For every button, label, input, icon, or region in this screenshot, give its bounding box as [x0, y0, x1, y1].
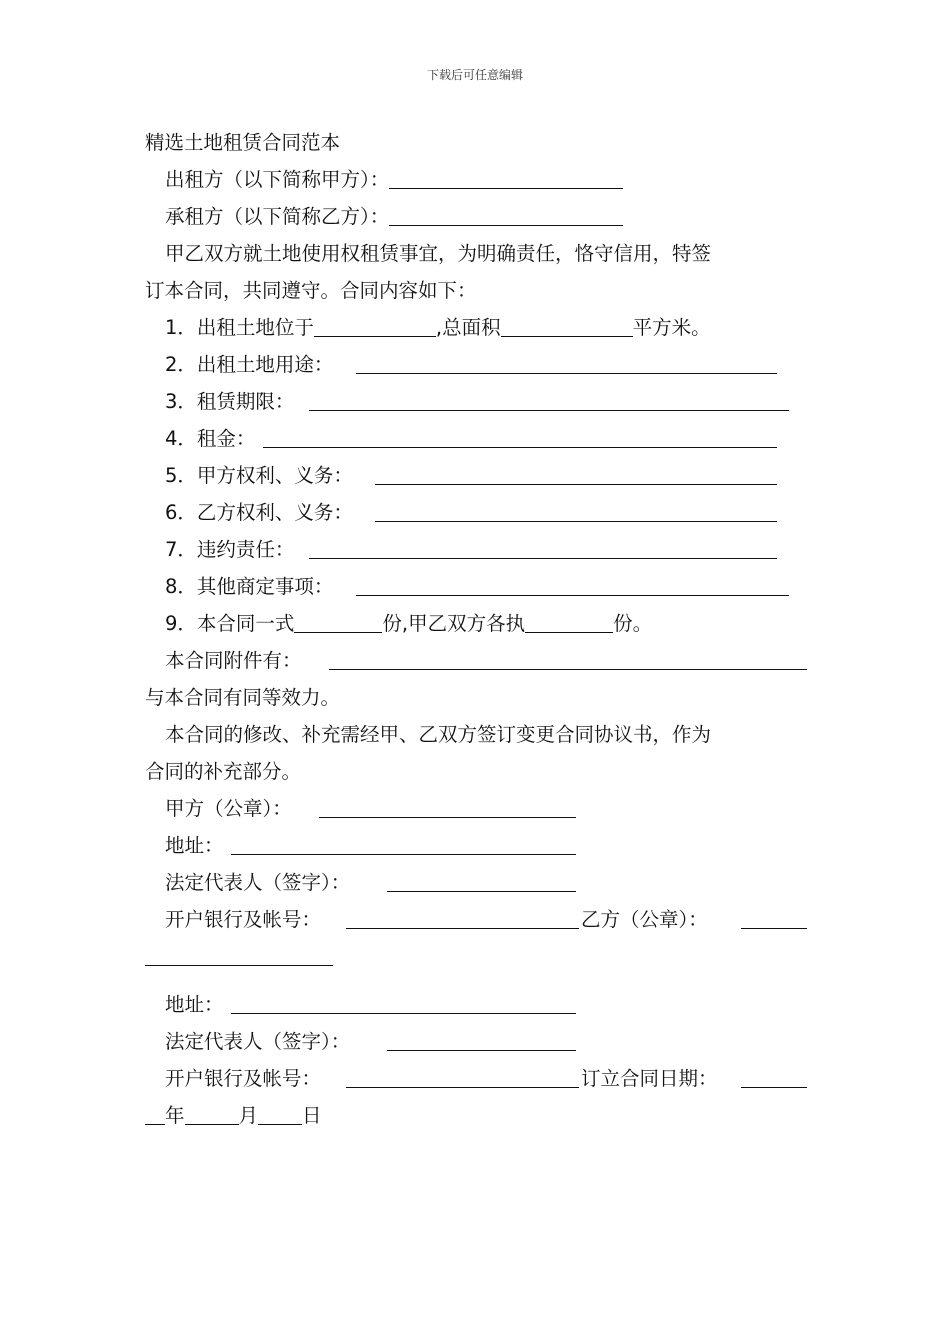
party-b-address-line [145, 986, 807, 1023]
party-b-rights-blank[interactable] [375, 521, 777, 522]
attachment-line [145, 642, 807, 679]
item-8-line [145, 568, 807, 605]
lessor-blank[interactable] [389, 164, 623, 189]
land-area-blank[interactable] [501, 312, 633, 337]
party-a-seal-blank[interactable] [319, 817, 576, 818]
day-label: 日 [302, 1104, 322, 1127]
spacer [145, 975, 807, 986]
party-a-bank-label: 开户银行及帐号： [165, 908, 322, 931]
party-b-rep-blank[interactable] [387, 1050, 576, 1051]
party-b-seal-label: 乙方（公章）： [581, 908, 708, 931]
party-b-bank-blank[interactable] [346, 1087, 579, 1088]
intro-line-1: 甲乙双方就土地使用权租赁事宜，为明确责任，恪守信用，特签 [165, 242, 712, 265]
item-4-line [145, 420, 807, 457]
document-title: 精选土地租赁合同范本 [145, 131, 341, 154]
year-label: 年 [165, 1104, 185, 1127]
party-b-address-label: 地址： [165, 993, 224, 1016]
party-b-address-blank[interactable] [231, 1013, 576, 1014]
item-1-unit: 平方米。 [632, 316, 711, 339]
item-3-label: 3．租赁期限： [165, 390, 295, 413]
party-a-seal-label: 甲方（公章）： [165, 797, 292, 820]
lessor-line [145, 161, 807, 198]
attachment-label: 本合同附件有： [165, 649, 302, 672]
day-blank[interactable] [258, 1100, 302, 1125]
item-1-area-label: ,总面积 [435, 316, 501, 339]
rent-blank[interactable] [263, 447, 777, 448]
copies-each-blank[interactable] [525, 608, 613, 633]
party-a-address-label: 地址： [165, 834, 224, 857]
item-3-line [145, 383, 807, 420]
date-line [145, 1097, 807, 1134]
party-b-seal-blank-continued[interactable] [145, 965, 333, 966]
item-8-label: 8．其他商定事项： [165, 575, 334, 598]
item-9-middle: 份,甲乙双方各执 [382, 612, 526, 635]
year-blank[interactable] [145, 1100, 165, 1125]
item-7-line [145, 531, 807, 568]
party-b-rep-label: 法定代表人（签字）： [165, 1030, 351, 1053]
page-header: 下载后可任意编辑 [426, 68, 523, 82]
item-6-label: 6．乙方权利、义务： [165, 501, 353, 524]
party-a-rep-line [145, 864, 807, 901]
item-1-line [145, 309, 807, 346]
item-9-label: 9．本合同一式 [165, 612, 295, 635]
amend-line-1: 本合同的修改、补充需经甲、乙双方签订变更合同协议书，作为 [165, 723, 712, 746]
party-b-seal-blank[interactable] [741, 928, 807, 929]
item-2-label: 2．出租土地用途： [165, 353, 334, 376]
party-a-rep-label: 法定代表人（签字）： [165, 871, 351, 894]
land-location-blank[interactable] [314, 312, 436, 337]
contract-document [145, 124, 807, 1134]
amend-line-2: 合同的补充部分。 [145, 760, 302, 783]
copies-total-blank[interactable] [294, 608, 382, 633]
item-2-line [145, 346, 807, 383]
party-b-bank-label: 开户银行及帐号： [165, 1067, 322, 1090]
party-a-address-line [145, 827, 807, 864]
attachment-blank[interactable] [329, 669, 807, 670]
land-use-blank[interactable] [356, 373, 777, 374]
lessee-blank[interactable] [389, 201, 623, 226]
lessor-label: 出租方（以下简称甲方）： [165, 168, 390, 191]
other-matters-blank[interactable] [356, 595, 789, 596]
party-b-bank-line [145, 1060, 807, 1097]
item-4-label: 4．租金： [165, 427, 256, 450]
party-a-rep-blank[interactable] [387, 891, 576, 892]
intro-line-2: 订本合同，共同遵守。合同内容如下： [145, 279, 477, 302]
item-6-line [145, 494, 807, 531]
item-5-line [145, 457, 807, 494]
party-a-rights-blank[interactable] [375, 484, 777, 485]
party-b-seal-continued [145, 938, 807, 975]
lease-term-blank[interactable] [309, 410, 789, 411]
party-b-rep-line [145, 1023, 807, 1060]
party-a-seal-line [145, 790, 807, 827]
attachment-tail: 与本合同有同等效力。 [145, 686, 341, 709]
item-9-line [145, 605, 807, 642]
item-1-label: 1．出租土地位于 [165, 316, 314, 339]
item-9-unit: 份。 [613, 612, 653, 635]
date-label: 订立合同日期： [581, 1067, 718, 1090]
liability-blank[interactable] [309, 558, 777, 559]
item-5-label: 5．甲方权利、义务： [165, 464, 353, 487]
lessee-label: 承租方（以下简称乙方）： [165, 205, 390, 228]
party-a-bank-line [145, 901, 807, 938]
date-blank[interactable] [741, 1087, 807, 1088]
item-7-label: 7．违约责任： [165, 538, 295, 561]
party-a-bank-blank[interactable] [346, 928, 579, 929]
party-a-address-blank[interactable] [231, 854, 576, 855]
month-blank[interactable] [185, 1100, 239, 1125]
lessee-line [145, 198, 807, 235]
month-label: 月 [238, 1104, 259, 1127]
